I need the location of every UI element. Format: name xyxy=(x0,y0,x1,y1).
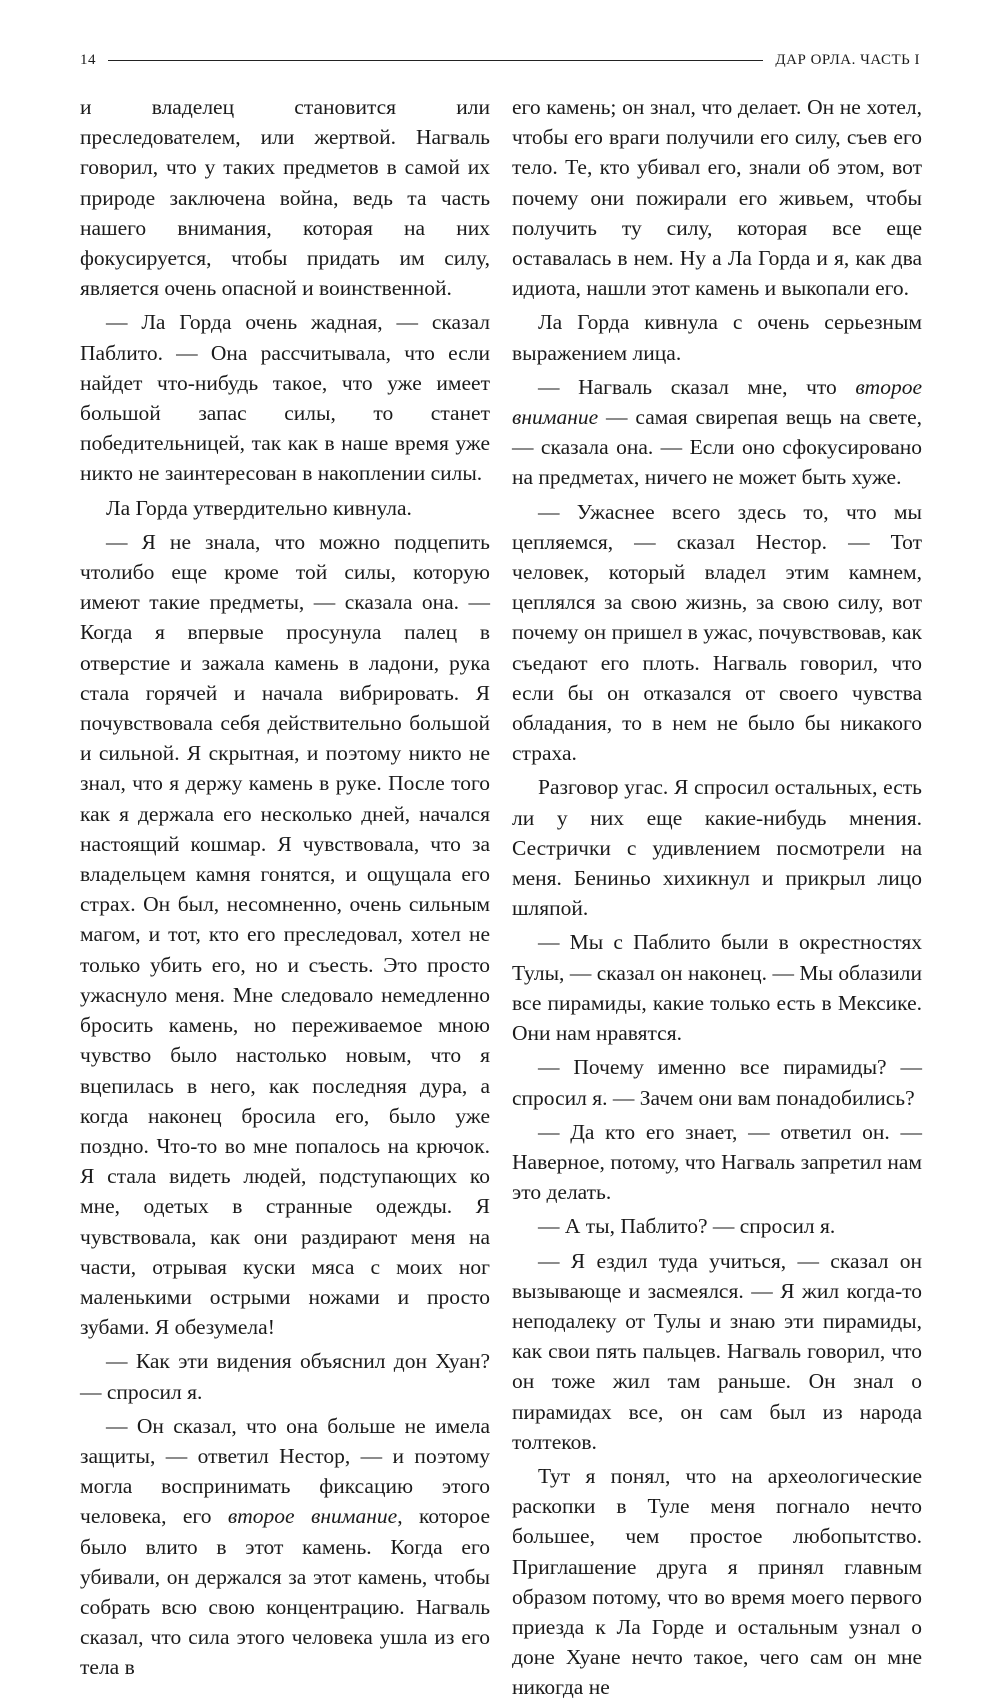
running-title: ДАР ОРЛА. ЧАСТЬ I xyxy=(775,51,920,68)
paragraph: — Я ездил туда учиться, — сказал он вызывающе и засмеялся. — Я жил когда-то неподалеку от Тулы и знаю эти пирамиды, как свои пять пальцев. Нагваль говорил, что он тоже жил там раньше. Он знал о пирамидах все, он сам был из народа толтеков. xyxy=(512,1248,922,1454)
paragraph xyxy=(512,372,922,493)
text-run: — Он сказал, что она больше не имела защиты, — ответил Нестор, — и поэтому могла воспринимать фиксацию этого человека, его xyxy=(80,1413,490,1529)
right-column xyxy=(512,92,922,1707)
paragraph xyxy=(80,1411,490,1683)
paragraph: его камень; он знал, что делает. Он не хотел, чтобы его враги получили его силу, съев его тело. Те, кто убивал его, знали об этом, вот почему они пожирали его живьем, чтобы получить ту силу, которая все еще оставалась в нем. Ну а Ла Горда и я, как два идиота, нашли этот камень и выкопали его. xyxy=(512,95,922,301)
paragraph: и владелец становится или преследователем, или жертвой. Нагваль говорил, что у таких предметов в самой их природе заключена война, ведь та часть нашего внимания, которая на них фокусируется, чтобы придать им силу, является очень опасной и воинственной. xyxy=(80,95,490,301)
left-column xyxy=(80,92,490,1687)
paragraph: — Я не знала, что можно подцепить чтолибо еще кроме той силы, которую имеют такие предметы, — сказала она. — Когда я впервые просунула палец в отверстие и зажала камень в ладони, рука стала горячей и начала вибрировать. Я почувствовала себя действительно большой и сильной. Я скрытная, и поэтому никто не знал, что я держу камень в руке. После того как я держала его несколько дней, начался настоящий кошмар. Я чувствовала, что за владельцем камня гонятся, и ощущала его страх. Он был, несомненно, очень сильным магом, и тот, кто его преследовал, хотел не только убить его, но и съесть. Это просто ужаснуло меня. Мне следовало немедленно бросить камень, но переживаемое мною чувство было настолько новым, что я вцепилась в него, как последняя дура, а когда наконец бросила его, было уже поздно. Что-то во мне попалось на крючок. Я стала видеть людей, подступающих ко мне, одетых в странные одежды. Я чувствовала, как они раздирают меня на части, отрывая куски мяса с моих ног маленькими острыми ножами и просто зубами. Я обезумела! xyxy=(80,529,490,1340)
paragraph: — А ты, Паблито? — спросил я. xyxy=(538,1214,836,1239)
paragraph: — Мы с Паблито были в окрестностях Тулы, — сказал он наконец. — Мы облазили все пирамиды, какие только есть в Мексике. Они нам нравятся. xyxy=(512,930,922,1046)
paragraph: Ла Горда кивнула с очень серьезным выражением лица. xyxy=(512,310,922,365)
text-run: — самая свирепая вещь на свете, — сказала она. — Если оно сфокусировано на предметах, ничего не может быть хуже. xyxy=(512,405,922,490)
paragraph: — Ужаснее всего здесь то, что мы цепляемся, — сказал Нестор. — Тот человек, который владел этим камнем, цеплялся за свою жизнь, за свою силу, вот почему он пришел в ужас, почувствовав, как съедают его плоть. Нагваль говорил, что если бы он отказался от своего чувства обладания, то в нем не было бы никакого страха. xyxy=(512,499,922,766)
paragraph: — Да кто его знает, — ответил он. — Наверное, потому, что Нагваль запретил нам это делать. xyxy=(512,1119,922,1205)
page-number: 14 xyxy=(80,51,96,68)
italic-term: второе внимание xyxy=(512,374,922,430)
paragraph: Тут я понял, что на археологические раскопки в Туле меня погнало нечто большее, чем простое любопытство. Приглашение друга я принял главным образом потому, что во время моего первого приезда к Ла Горде и остальным узнал о доне Хуане нечто такое, чего сам он мне никогда не xyxy=(512,1463,922,1700)
running-head xyxy=(80,48,920,72)
text-run: — Нагваль сказал мне, что xyxy=(538,374,856,399)
paragraph: — Почему именно все пирамиды? — спросил я. — Зачем они вам понадобились? xyxy=(512,1055,922,1110)
paragraph: — Ла Горда очень жадная, — сказал Паблито. — Она рассчитывала, что если найдет что-нибудь такое, что уже имеет большой запас силы, то станет победительницей, так как в наше время уже никто не заинтересован в накоплении силы. xyxy=(80,310,490,486)
paragraph: Ла Горда утвердительно кивнула. xyxy=(106,495,412,520)
italic-term: второе внимание xyxy=(227,1504,398,1529)
paragraph: — Как эти видения объяснил дон Хуан? — спросил я. xyxy=(80,1349,490,1404)
paragraph: Разговор угас. Я спросил остальных, есть ли у них еще какие-нибудь мнения. Сестрички с удивлением посмотрели на меня. Бениньо хихикнул и прикрыл лицо шляпой. xyxy=(512,775,922,921)
text-run: , которое было влито в этот камень. Когда его убивали, он держался за этот камень, чтобы собрать всю свою концентрацию. Нагваль сказал, что сила этого человека ушла из его тела в xyxy=(80,1504,490,1680)
header-rule xyxy=(108,60,763,61)
